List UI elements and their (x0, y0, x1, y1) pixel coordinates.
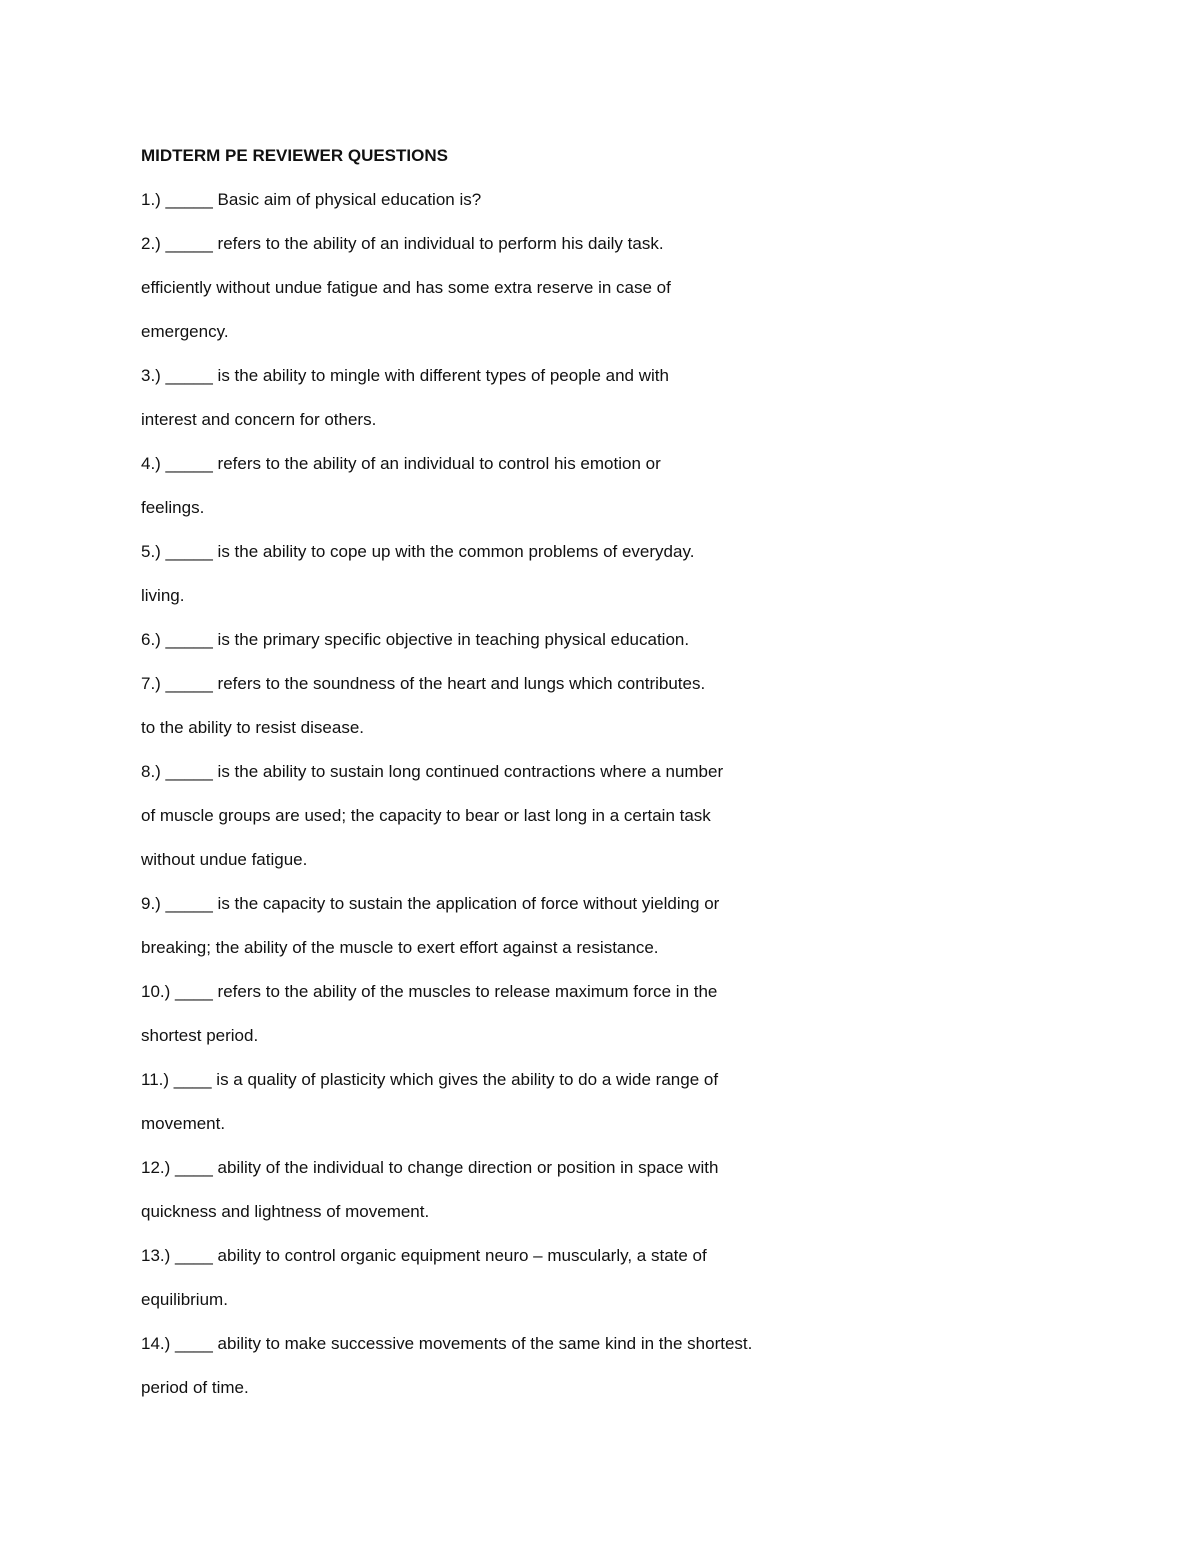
question-2-line: 2.) _____ refers to the ability of an individual to perform his daily task. (141, 234, 664, 253)
question-12-line: 12.) ____ ability of the individual to change direction or position in space with (141, 1158, 719, 1177)
question-1-line: 1.) _____ Basic aim of physical education is? (141, 190, 482, 209)
question-4-continuation: feelings. (141, 498, 205, 517)
question-14-continuation: period of time. (141, 1378, 249, 1397)
question-7-continuation: to the ability to resist disease. (141, 718, 365, 737)
question-8-continuation-1: of muscle groups are used; the capacity to bear or last long in a certain task (141, 806, 711, 825)
question-11-continuation: movement. (141, 1114, 226, 1133)
question-14-line: 14.) ____ ability to make successive movements of the same kind in the shortest. (141, 1334, 753, 1353)
question-10-continuation: shortest period. (141, 1026, 259, 1045)
question-3-continuation: interest and concern for others. (141, 410, 377, 429)
question-3-line: 3.) _____ is the ability to mingle with different types of people and with (141, 366, 669, 385)
question-5-line: 5.) _____ is the ability to cope up with the common problems of everyday. (141, 542, 695, 561)
question-6-line: 6.) _____ is the primary specific objective in teaching physical education. (141, 630, 690, 649)
question-9-line: 9.) _____ is the capacity to sustain the application of force without yielding or (141, 894, 720, 913)
question-8-continuation-2: without undue fatigue. (141, 850, 308, 869)
question-11-line: 11.) ____ is a quality of plasticity which gives the ability to do a wide range of (141, 1070, 719, 1089)
question-13-continuation: equilibrium. (141, 1290, 228, 1309)
question-2-continuation-1: efficiently without undue fatigue and has some extra reserve in case of (141, 278, 671, 297)
question-7-line: 7.) _____ refers to the soundness of the heart and lungs which contributes. (141, 674, 706, 693)
question-4-line: 4.) _____ refers to the ability of an individual to control his emotion or (141, 454, 661, 473)
question-5-continuation: living. (141, 586, 185, 605)
question-12-continuation: quickness and lightness of movement. (141, 1202, 430, 1221)
question-9-continuation: breaking; the ability of the muscle to exert effort against a resistance. (141, 938, 659, 957)
question-8-line: 8.) _____ is the ability to sustain long continued contractions where a number (141, 762, 724, 781)
question-10-line: 10.) ____ refers to the ability of the muscles to release maximum force in the (141, 982, 718, 1001)
document-body (141, 140, 881, 1416)
document-title: MIDTERM PE REVIEWER QUESTIONS (141, 146, 448, 165)
question-13-line: 13.) ____ ability to control organic equipment neuro – muscularly, a state of (141, 1246, 707, 1265)
question-2-continuation-2: emergency. (141, 322, 229, 341)
